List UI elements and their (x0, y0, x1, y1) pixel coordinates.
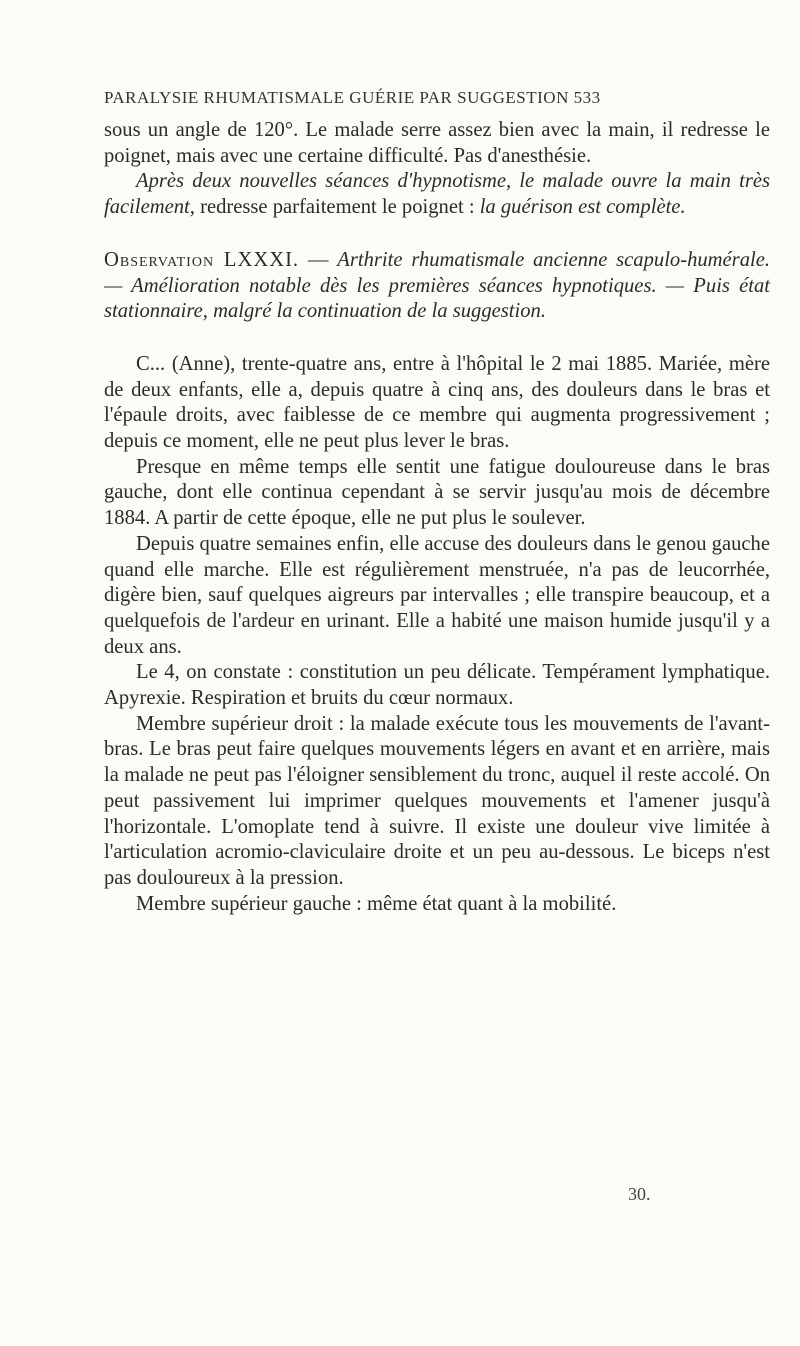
observation-heading (104, 248, 770, 325)
observation-title: Arthrite rhumatismale ancienne scapulo-humérale. — Amélioration notable dès les premières séances hypnotiques. — Puis état stationnaire, malgré la continuation de la suggestion. (104, 248, 771, 323)
paragraph-result (104, 169, 770, 220)
paragraph: Le 4, on constate : constitution un peu délicate. Tempérament lymphatique. Apyrexie. Respiration et bruits du cœur normaux. (104, 661, 770, 710)
paragraph: Membre supérieur gauche : même état quant à la mobilité. (136, 892, 617, 915)
paragraph-continuation (104, 118, 770, 169)
paragraph: Membre supérieur droit : la malade exécute tous les mouvements de l'avant-bras. Le bras peut faire quelques mouvements légers en avant et en arrière, mais la malade ne peut pas l'éloigner sensiblement du tronc, auquel il reste accolé. On peut passivement lui imprimer quelques mouvements et l'amener jusqu'à l'horizontale. L'omoplate tend à suivre. Il existe une douleur vive limitée à l'articulation acromio-claviculaire droite et un peu au-dessous. Le biceps n'est pas douloureux à la pression. (104, 712, 770, 889)
running-head: PARALYSIE RHUMATISMALE GUÉRIE PAR SUGGESTION 533 (104, 88, 601, 107)
para1-text: sous un angle de 120°. Le malade serre assez bien avec la main, il redresse le poignet, mais avec une certaine difficulté. Pas d'anesthésie. (104, 119, 770, 167)
paragraph: Depuis quatre semaines enfin, elle accuse des douleurs dans le genou gauche quand elle marche. Elle est régulièrement menstruée, n'a pas de leucorrhée, digère bien, sauf quelques aigreurs par intervalles ; elle transpire beaucoup, et a quelquefois de l'ardeur en urinant. Elle a habité une maison humide jusqu'il y a deux ans. (104, 532, 770, 658)
paragraph: C... (Anne), trente-quatre ans, entre à l'hôpital le 2 mai 1885. Mariée, mère de deux enfants, elle a, depuis quatre à cinq ans, des douleurs dans le bras et l'épaule droits, avec faiblesse de ce membre qui augmenta progressivement ; depuis ce moment, elle ne peut plus lever le bras. (104, 352, 770, 453)
paragraph: Presque en même temps elle sentit une fatigue douloureuse dans le bras gauche, dont elle continua cependant à se servir jusqu'au mois de décembre 1884. A partir de cette époque, elle ne put plus le soulever. (104, 455, 770, 530)
observation-dash: — (299, 248, 338, 271)
signature-mark: 30. (628, 1184, 651, 1204)
section-gap (104, 221, 770, 248)
section-gap (104, 325, 770, 352)
para2-conclusion: la guérison est complète. (479, 196, 686, 219)
observation-label: Observation LXXXI. (104, 248, 300, 271)
para2-text: redresse parfaitement le poignet : (194, 196, 480, 219)
para2-italic: Après deux nouvelles séances d'hypnotisme, le malade ouvre la main très facilement, (104, 170, 770, 219)
body-text (104, 118, 770, 917)
